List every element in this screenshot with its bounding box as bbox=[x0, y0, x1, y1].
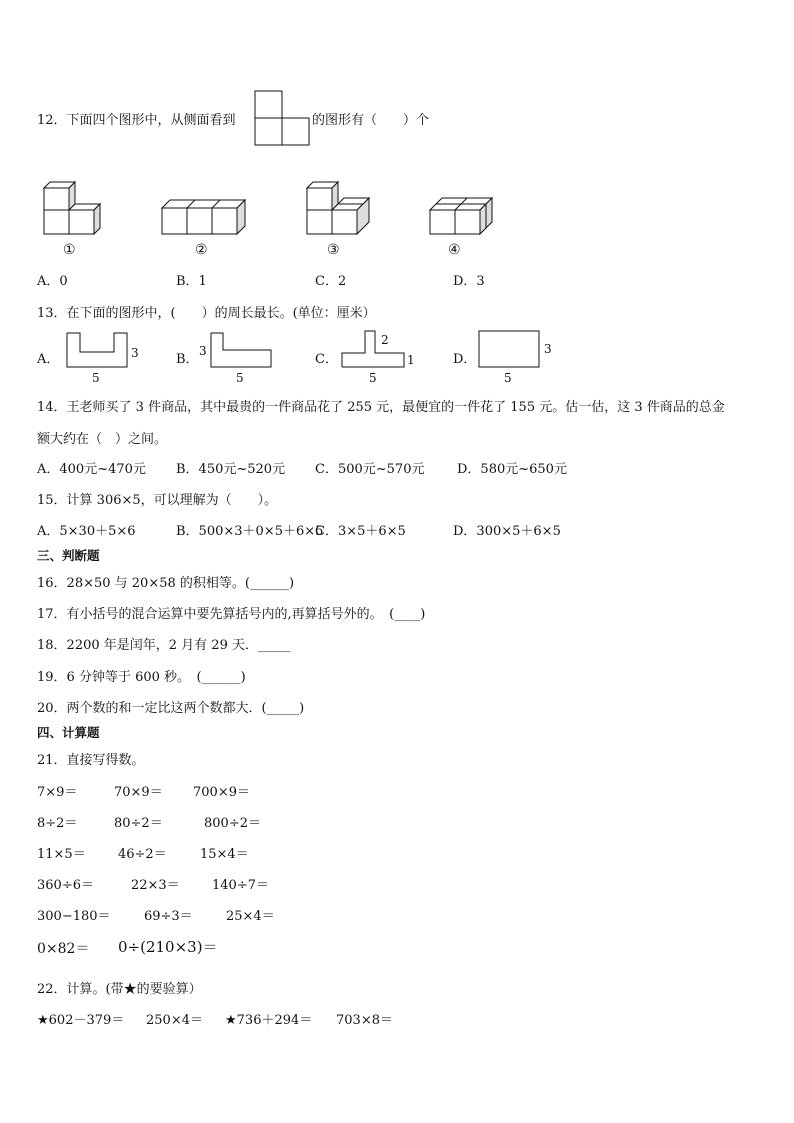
q14-option-d: D．580元~650元 bbox=[457, 462, 567, 477]
calc-item: 46÷2＝ bbox=[118, 847, 167, 862]
shape-c-width: 5 bbox=[369, 371, 377, 385]
q22-item: ★736＋294＝ bbox=[225, 1013, 313, 1028]
q15-text: 15．计算 306×5，可以理解为（ ）。 bbox=[37, 493, 278, 508]
shape-a-width: 5 bbox=[92, 371, 100, 385]
section-heading-calculation: 四、计算题 bbox=[37, 725, 100, 740]
judge-item-19: 19．6 分钟等于 600 秒。 (______) bbox=[37, 670, 246, 685]
figure-label-1: ① bbox=[63, 242, 76, 258]
judge-item-18: 18．2200 年是闰年，2 月有 29 天．_____ bbox=[37, 638, 291, 653]
q14-option-c: C．500元~570元 bbox=[315, 462, 425, 477]
shape-b-width: 5 bbox=[236, 371, 244, 385]
q12-option-d: D．3 bbox=[453, 274, 485, 289]
calc-item: 0×82＝ bbox=[37, 941, 90, 957]
shape-b bbox=[210, 332, 272, 368]
calc-item: 8÷2＝ bbox=[37, 816, 78, 831]
q12-option-c: C．2 bbox=[315, 274, 347, 289]
q13-option-b-letter: B． bbox=[176, 352, 199, 367]
cube-figure-2 bbox=[160, 196, 250, 238]
shape-a-height: 3 bbox=[131, 346, 139, 360]
q22-item: 250×4＝ bbox=[146, 1013, 203, 1028]
q12-text-after: 的图形有（ ）个 bbox=[312, 113, 430, 128]
q15-option-c: C．3×5＋6×5 bbox=[315, 524, 406, 539]
shape-d bbox=[478, 330, 540, 368]
q15-option-b: B．500×3＋0×5＋6×5 bbox=[176, 524, 324, 539]
shape-b-height: 3 bbox=[199, 344, 207, 358]
calc-item: 25×4＝ bbox=[226, 909, 275, 924]
judge-item-20: 20．两个数的和一定比这两个数都大．(_____) bbox=[37, 701, 305, 716]
figure-label-2: ② bbox=[195, 242, 208, 258]
judge-item-16: 16．28×50 与 20×58 的积相等。(______) bbox=[37, 576, 295, 591]
calc-item: 80÷2＝ bbox=[114, 816, 163, 831]
q22-item: ★602－379＝ bbox=[37, 1013, 125, 1028]
q13-text: 13．在下面的图形中，( ）的周长最长。(单位：厘米） bbox=[37, 306, 376, 321]
q15-option-a: A．5×30＋5×6 bbox=[37, 524, 136, 539]
cube-figure-4 bbox=[428, 196, 494, 238]
q12-option-b: B．1 bbox=[176, 274, 207, 289]
shape-d-height: 3 bbox=[544, 342, 552, 356]
calc-item: 800÷2＝ bbox=[204, 816, 261, 831]
figure-label-3: ③ bbox=[327, 242, 340, 258]
calc-item: 69÷3＝ bbox=[144, 909, 193, 924]
cube-figure-3 bbox=[305, 180, 373, 240]
figure-label-4: ④ bbox=[448, 242, 461, 258]
q13-option-c-letter: C． bbox=[315, 352, 338, 367]
calc-item: 22×3＝ bbox=[131, 878, 180, 893]
q15-option-d: D．300×5＋6×5 bbox=[453, 524, 561, 539]
calc-item: 0÷(210×3)＝ bbox=[118, 938, 218, 956]
q14-option-b: B．450元~520元 bbox=[176, 462, 286, 477]
q21-title: 21．直接写得数。 bbox=[37, 753, 145, 768]
calc-item: 700×9＝ bbox=[193, 785, 250, 800]
side-view-figure bbox=[254, 90, 310, 146]
judge-item-17: 17．有小括号的混合运算中要先算括号内的,再算括号外的。 (____) bbox=[37, 607, 426, 622]
q22-item: 703×8＝ bbox=[336, 1013, 393, 1028]
q12-text-before: 12．下面四个图形中，从侧面看到 bbox=[37, 113, 236, 128]
calc-item: 140÷7＝ bbox=[212, 878, 269, 893]
shape-c-right-label: 1 bbox=[407, 353, 415, 367]
q14-option-a: A．400元~470元 bbox=[37, 462, 146, 477]
shape-c bbox=[341, 330, 405, 368]
calc-item: 11×5＝ bbox=[37, 847, 86, 862]
q13-option-d-letter: D． bbox=[453, 352, 477, 367]
shape-a bbox=[66, 332, 128, 368]
calc-item: 15×4＝ bbox=[200, 847, 249, 862]
q14-line2: 额大约在（ ）之间。 bbox=[37, 432, 168, 447]
q12-option-a: A．0 bbox=[37, 274, 68, 289]
shape-c-top-label: 2 bbox=[381, 333, 389, 347]
calc-item: 70×9＝ bbox=[114, 785, 163, 800]
q14-line1: 14．王老师买了 3 件商品，其中最贵的一件商品花了 255 元，最便宜的一件花了 155 元。估一估，这 3 件商品的总金 bbox=[37, 400, 725, 415]
calc-item: 300−180＝ bbox=[37, 909, 111, 924]
calc-item: 360÷6＝ bbox=[37, 878, 94, 893]
calc-item: 7×9＝ bbox=[37, 785, 78, 800]
cube-figure-1 bbox=[42, 180, 107, 240]
shape-d-width: 5 bbox=[504, 371, 512, 385]
q13-option-a-letter: A． bbox=[37, 352, 60, 367]
section-heading-judgment: 三、判断题 bbox=[37, 548, 100, 563]
q22-title: 22．计算。(带★的要验算） bbox=[37, 982, 202, 997]
